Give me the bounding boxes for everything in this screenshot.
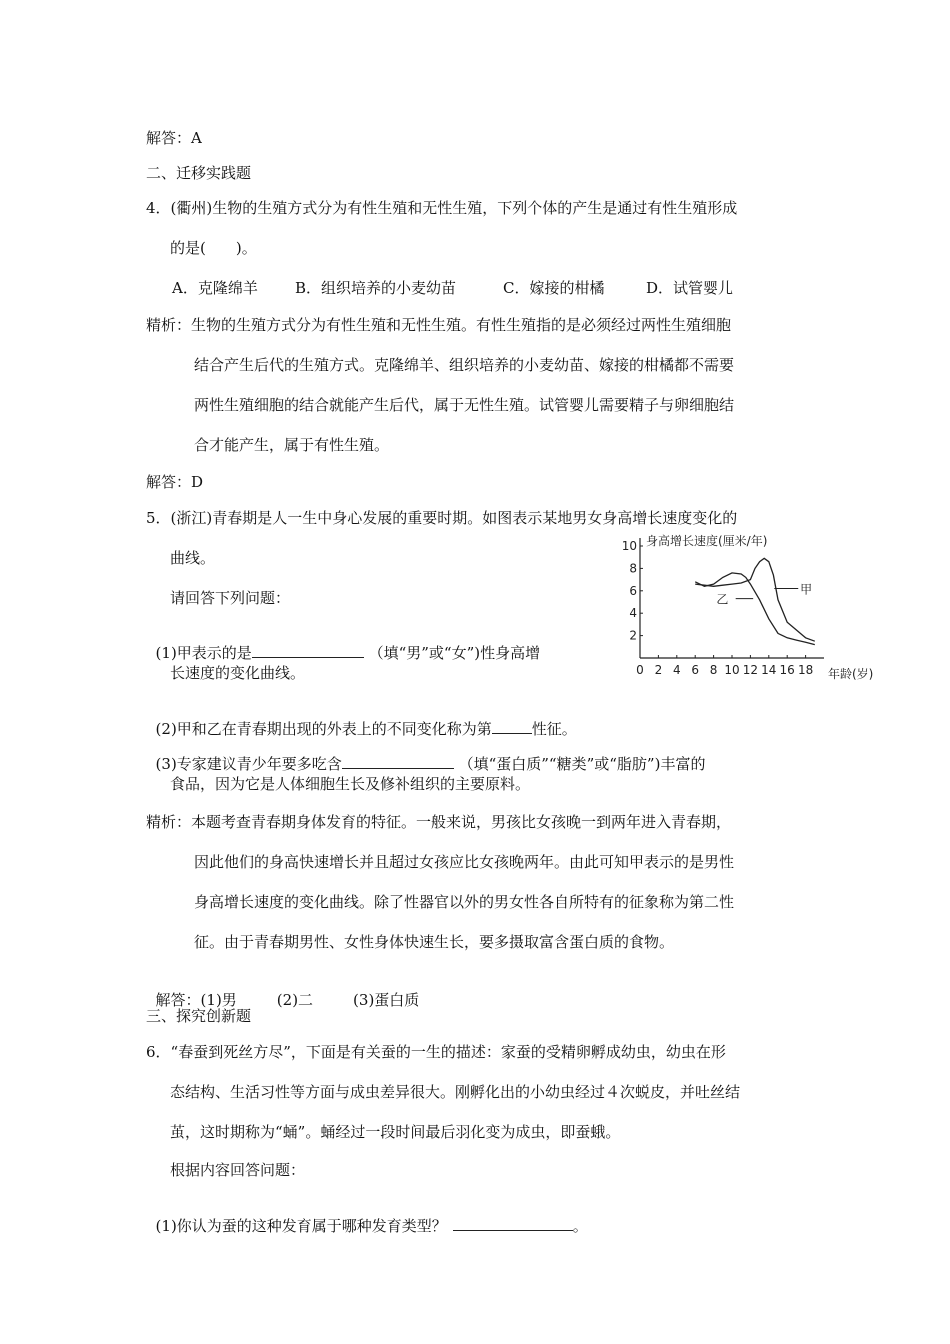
y-tick-label: 8	[629, 561, 637, 576]
answer-3: 解答：A	[146, 129, 202, 147]
answer-5-part-3: (3)蛋白质	[353, 991, 420, 1009]
explanation-4-line-3: 两性生殖细胞的结合就能产生后代，属于无性生殖。试管婴儿需要精子与卵细胞结	[194, 396, 735, 414]
question-5-sub-3	[146, 734, 705, 774]
question-5-sub-3-cont: 食品，因为它是人体细胞生长及修补组织的主要原料。	[170, 775, 531, 793]
answer-5-part-1: 解答：(1)男	[155, 991, 237, 1009]
option-b: B．组织培养的小麦幼苗	[295, 279, 457, 297]
question-4-line-2: 的是( )。	[170, 239, 257, 257]
explanation-5-line-2: 因此他们的身高快速增长并且超过女孩应比女孩晚两年。由此可知甲表示的是男性	[194, 853, 735, 871]
sub-2-text-a: (2)甲和乙在青春期出现的外表上的不同变化称为第	[155, 720, 492, 738]
question-5-sub-1	[146, 623, 540, 663]
x-tick-label: 4	[672, 663, 681, 677]
question-6-sub-1	[146, 1196, 588, 1236]
x-tick-label: 12	[742, 663, 759, 677]
explanation-4-line-4: 合才能产生，属于有性生殖。	[194, 436, 390, 454]
y-tick-label: 10	[621, 539, 637, 553]
option-d: D．试管婴儿	[646, 279, 734, 297]
q6-sub-1-text-b: 。	[572, 1217, 588, 1235]
series-line-yi	[695, 573, 815, 645]
question-6-line-1: 6．“春蚕到死丝方尽”，下面是有关蚕的一生的描述：家蚕的受精卵孵成幼虫，幼虫在形	[146, 1043, 726, 1061]
y-tick-label: 2	[629, 628, 637, 643]
x-tick-label: 6	[691, 663, 700, 677]
x-tick-label: 18	[797, 663, 814, 677]
sub-3-text-a: (3)专家建议青少年要多吃含	[155, 755, 342, 773]
question-6-line-2: 态结构、生活习性等方面与成虫差异很大。刚孵化出的小幼虫经过４次蜕皮，并吐丝结	[170, 1083, 741, 1101]
answer-blank-4[interactable]	[453, 1216, 573, 1231]
answer-5	[146, 970, 419, 1010]
sub-2-text-b: 性征。	[531, 720, 577, 738]
explanation-5-line-3: 身高增长速度的变化曲线。除了性器官以外的男女性各自所特有的征象称为第二性	[194, 893, 735, 911]
x-tick-label: 0	[636, 663, 644, 677]
explanation-4-line-2: 结合产生后代的生殖方式。克隆绵羊、组织培养的小麦幼苗、嫁接的柑橘都不需要	[194, 356, 735, 374]
option-c: C．嫁接的柑橘	[503, 279, 605, 297]
x-tick-label: 8	[709, 663, 718, 677]
series-line-jia	[695, 558, 815, 641]
question-5-prompt: 请回答下列问题：	[170, 589, 291, 607]
explanation-4-line-1: 精析：生物的生殖方式分为有性生殖和无性生殖。有性生殖指的是必须经过两性生殖细胞	[146, 316, 732, 334]
question-5-line-2: 曲线。	[170, 549, 216, 567]
x-tick-label: 14	[761, 663, 777, 677]
x-axis-label: 年龄(岁)	[828, 667, 874, 681]
series-labels	[716, 583, 812, 607]
question-4-line-1: 4．(衢州)生物的生殖方式分为有性生殖和无性生殖，下列个体的产生是通过有性生殖形成	[146, 199, 738, 217]
x-tick-label: 10	[724, 663, 740, 677]
y-tick-label: 6	[629, 583, 637, 598]
question-6-line-4: 根据内容回答问题：	[170, 1161, 306, 1179]
height-growth-chart	[621, 530, 874, 688]
explanation-5-line-1: 精析：本题考查青春期身体发育的特征。一般来说，男孩比女孩晚一到两年进入青春期，	[146, 813, 732, 831]
answer-5-part-2: (2)二	[276, 991, 314, 1009]
question-5-sub-2	[146, 699, 577, 739]
series-label-jia: 甲	[800, 582, 813, 597]
answer-blank-2[interactable]	[492, 719, 532, 734]
sub-1-text-b: （填“男”或“女”)性身高增	[368, 644, 541, 662]
option-a: A．克隆绵羊	[172, 279, 258, 297]
y-axis-label: 身高增长速度(厘米/年)	[646, 534, 768, 548]
sub-3-text-b: （填“蛋白质”“糖类”或“脂肪”)丰富的	[458, 755, 706, 773]
answer-4: 解答：D	[146, 473, 204, 491]
section-2-heading: 二、迁移实践题	[146, 164, 252, 182]
x-tick-label: 2	[654, 663, 663, 677]
answer-blank-1[interactable]	[252, 643, 364, 658]
x-tick-label: 16	[779, 663, 795, 677]
q6-sub-1-text-a: (1)你认为蚕的这种发育属于哪种发育类型？	[155, 1217, 447, 1235]
question-5-line-1: 5．(浙江)青春期是人一生中身心发展的重要时期。如图表示某地男女身高增长速度变化的	[146, 509, 738, 527]
sub-1-text-a: (1)甲表示的是	[155, 644, 252, 662]
y-tick-label: 4	[629, 606, 637, 621]
series-label-yi: 乙	[716, 592, 729, 607]
answer-blank-3[interactable]	[342, 754, 454, 769]
question-6-line-3: 茧，这时期称为“蛹”。蛹经过一段时间最后羽化变为成虫，即蚕蛾。	[170, 1123, 621, 1141]
series-lines	[695, 558, 815, 644]
question-5-sub-1-cont: 长速度的变化曲线。	[170, 664, 306, 682]
explanation-5-line-4: 征。由于青春期男性、女性身体快速生长，要多摄取富含蛋白质的食物。	[194, 933, 675, 951]
section-3-heading: 三、探究创新题	[146, 1007, 252, 1025]
